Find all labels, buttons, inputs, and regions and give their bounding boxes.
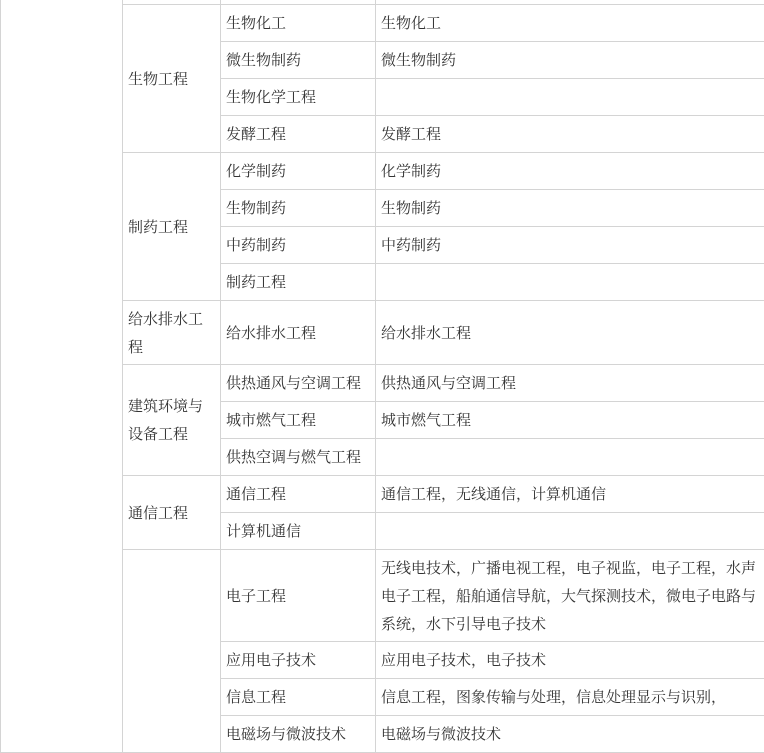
major-category-cell: 制药工程 [123, 153, 221, 301]
related-majors-cell: 城市燃气工程 [376, 402, 764, 439]
major-name-cell: 供热空调与燃气工程 [221, 439, 376, 476]
major-name-cell: 通信工程 [221, 476, 376, 513]
related-majors-cell: 无线电技术，广播电视工程，电子视监，电子工程，水声电子工程，船舶通信导航，大气探测技术，微电子电路与系统，水下引导电子技术 [376, 550, 764, 642]
major-name-cell: 微生物制药 [221, 42, 376, 79]
related-majors-cell: 化学制药 [376, 153, 764, 190]
related-majors-cell [376, 439, 764, 476]
related-majors-cell: 供热通风与空调工程 [376, 365, 764, 402]
major-name-cell: 供热通风与空调工程 [221, 365, 376, 402]
related-majors-cell: 中药制药 [376, 227, 764, 264]
related-majors-cell: 生物化工 [376, 5, 764, 42]
related-majors-cell: 生物制药 [376, 190, 764, 227]
outer-cell [1, 0, 123, 753]
major-name-cell: 中药制药 [221, 227, 376, 264]
major-name-cell: 信息工程 [221, 679, 376, 716]
major-name-cell: 城市燃气工程 [221, 402, 376, 439]
major-name-cell: 生物化工 [221, 5, 376, 42]
major-name-cell: 电子工程 [221, 550, 376, 642]
related-majors-cell [376, 264, 764, 301]
major-name-cell: 给水排水工程 [221, 301, 376, 365]
related-majors-cell: 发酵工程 [376, 116, 764, 153]
major-name-cell: 制药工程 [221, 264, 376, 301]
major-category-cell: 通信工程 [123, 476, 221, 550]
related-majors-cell: 信息工程，图象传输与处理，信息处理显示与识别， [376, 679, 764, 716]
major-name-cell: 化学制药 [221, 153, 376, 190]
related-majors-cell: 给水排水工程 [376, 301, 764, 365]
related-majors-cell [376, 79, 764, 116]
major-name-cell: 生物化学工程 [221, 79, 376, 116]
major-category-cell [123, 550, 221, 753]
major-category-cell: 生物工程 [123, 5, 221, 153]
major-name-cell: 应用电子技术 [221, 642, 376, 679]
related-majors-cell [376, 513, 764, 550]
major-category-cell: 给水排水工程 [123, 301, 221, 365]
related-majors-cell: 应用电子技术，电子技术 [376, 642, 764, 679]
major-name-cell: 生物制药 [221, 190, 376, 227]
major-category-cell: 建筑环境与设备工程 [123, 365, 221, 476]
related-majors-cell: 微生物制药 [376, 42, 764, 79]
major-table-body [1, 0, 764, 753]
major-name-cell: 电磁场与微波技术 [221, 716, 376, 753]
major-name-cell: 发酵工程 [221, 116, 376, 153]
major-name-cell: 计算机通信 [221, 513, 376, 550]
related-majors-cell: 通信工程，无线通信，计算机通信 [376, 476, 764, 513]
related-majors-cell: 电磁场与微波技术 [376, 716, 764, 753]
